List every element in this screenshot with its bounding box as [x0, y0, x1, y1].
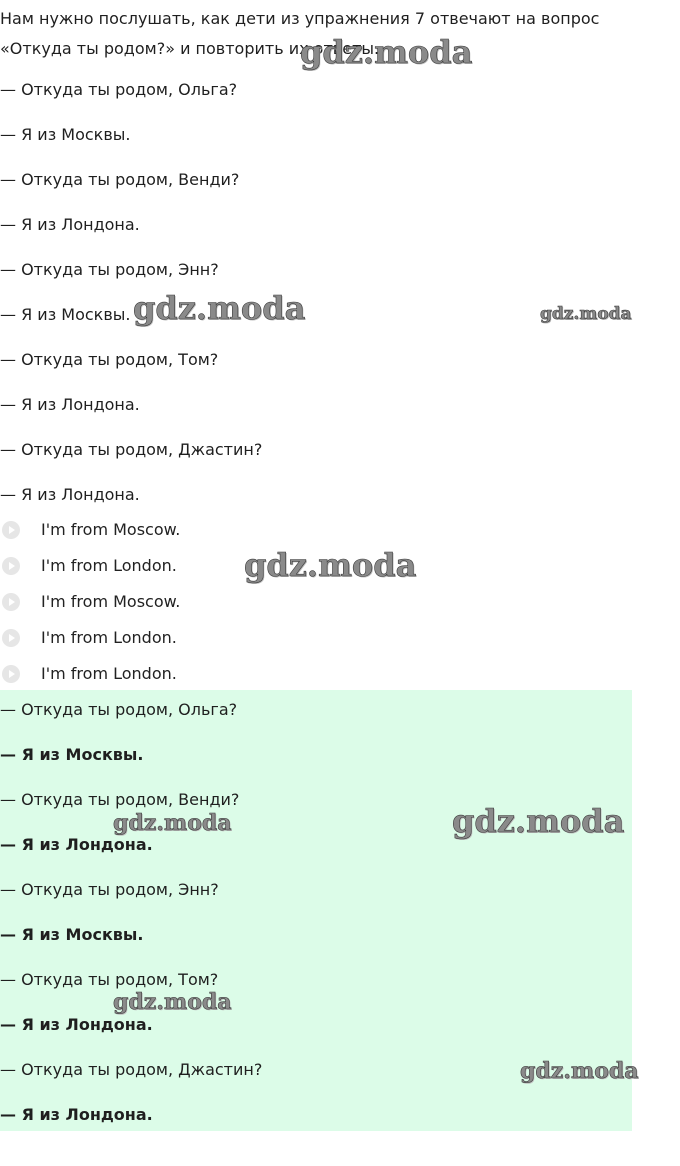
watermark: gdz.moda [520, 1058, 639, 1084]
answer-reply: — Я из Москвы. [0, 745, 144, 764]
watermark: gdz.moda [113, 989, 232, 1015]
watermark: gdz.moda [133, 289, 306, 327]
dialogue-answer: — Я из Лондона. [0, 395, 140, 414]
play-icon[interactable] [2, 629, 20, 647]
watermark: gdz.moda [540, 304, 632, 324]
answer-reply: — Я из Лондона. [0, 1105, 153, 1124]
dialogue-answer: — Я из Лондона. [0, 485, 140, 504]
play-icon[interactable] [2, 557, 20, 575]
intro-text: Нам нужно послушать, как дети из упражнения 7 отвечают на вопрос «Откуда ты родом?» и повторить их ответы. [0, 9, 600, 58]
dialogue-answer: — Я из Москвы. [0, 125, 131, 144]
dialogue-question: — Откуда ты родом, Том? [0, 350, 219, 369]
watermark: gdz.moda [244, 546, 417, 584]
play-icon[interactable] [2, 521, 20, 539]
audio-item-label: I'm from Moscow. [41, 520, 181, 539]
answer-question: — Откуда ты родом, Энн? [0, 880, 219, 899]
dialogue-answer: — Я из Лондона. [0, 215, 140, 234]
watermark: gdz.moda [113, 810, 232, 836]
dialogue-question: — Откуда ты родом, Энн? [0, 260, 219, 279]
play-icon[interactable] [2, 593, 20, 611]
audio-item [0, 518, 300, 542]
audio-item [0, 590, 300, 614]
audio-item-label: I'm from London. [41, 556, 177, 575]
dialogue-question: — Откуда ты родом, Венди? [0, 170, 240, 189]
answer-question: — Откуда ты родом, Венди? [0, 790, 240, 809]
dialogue-question: — Откуда ты родом, Джастин? [0, 440, 263, 459]
audio-item-label: I'm from Moscow. [41, 592, 181, 611]
answer-reply: — Я из Лондона. [0, 1015, 153, 1034]
answer-question: — Откуда ты родом, Джастин? [0, 1060, 263, 1079]
audio-item-label: I'm from London. [41, 628, 177, 647]
play-icon[interactable] [2, 665, 20, 683]
answer-reply: — Я из Москвы. [0, 925, 144, 944]
dialogue-answer: — Я из Москвы. [0, 305, 131, 324]
dialogue-question: — Откуда ты родом, Ольга? [0, 80, 238, 99]
answer-question: — Откуда ты родом, Том? [0, 970, 219, 989]
watermark: gdz.moda [452, 802, 625, 840]
watermark: gdz.moda [300, 33, 473, 71]
audio-item-label: I'm from London. [41, 664, 177, 683]
audio-item [0, 662, 300, 686]
answer-question: — Откуда ты родом, Ольга? [0, 700, 238, 719]
audio-item [0, 626, 300, 650]
answer-reply: — Я из Лондона. [0, 835, 153, 854]
